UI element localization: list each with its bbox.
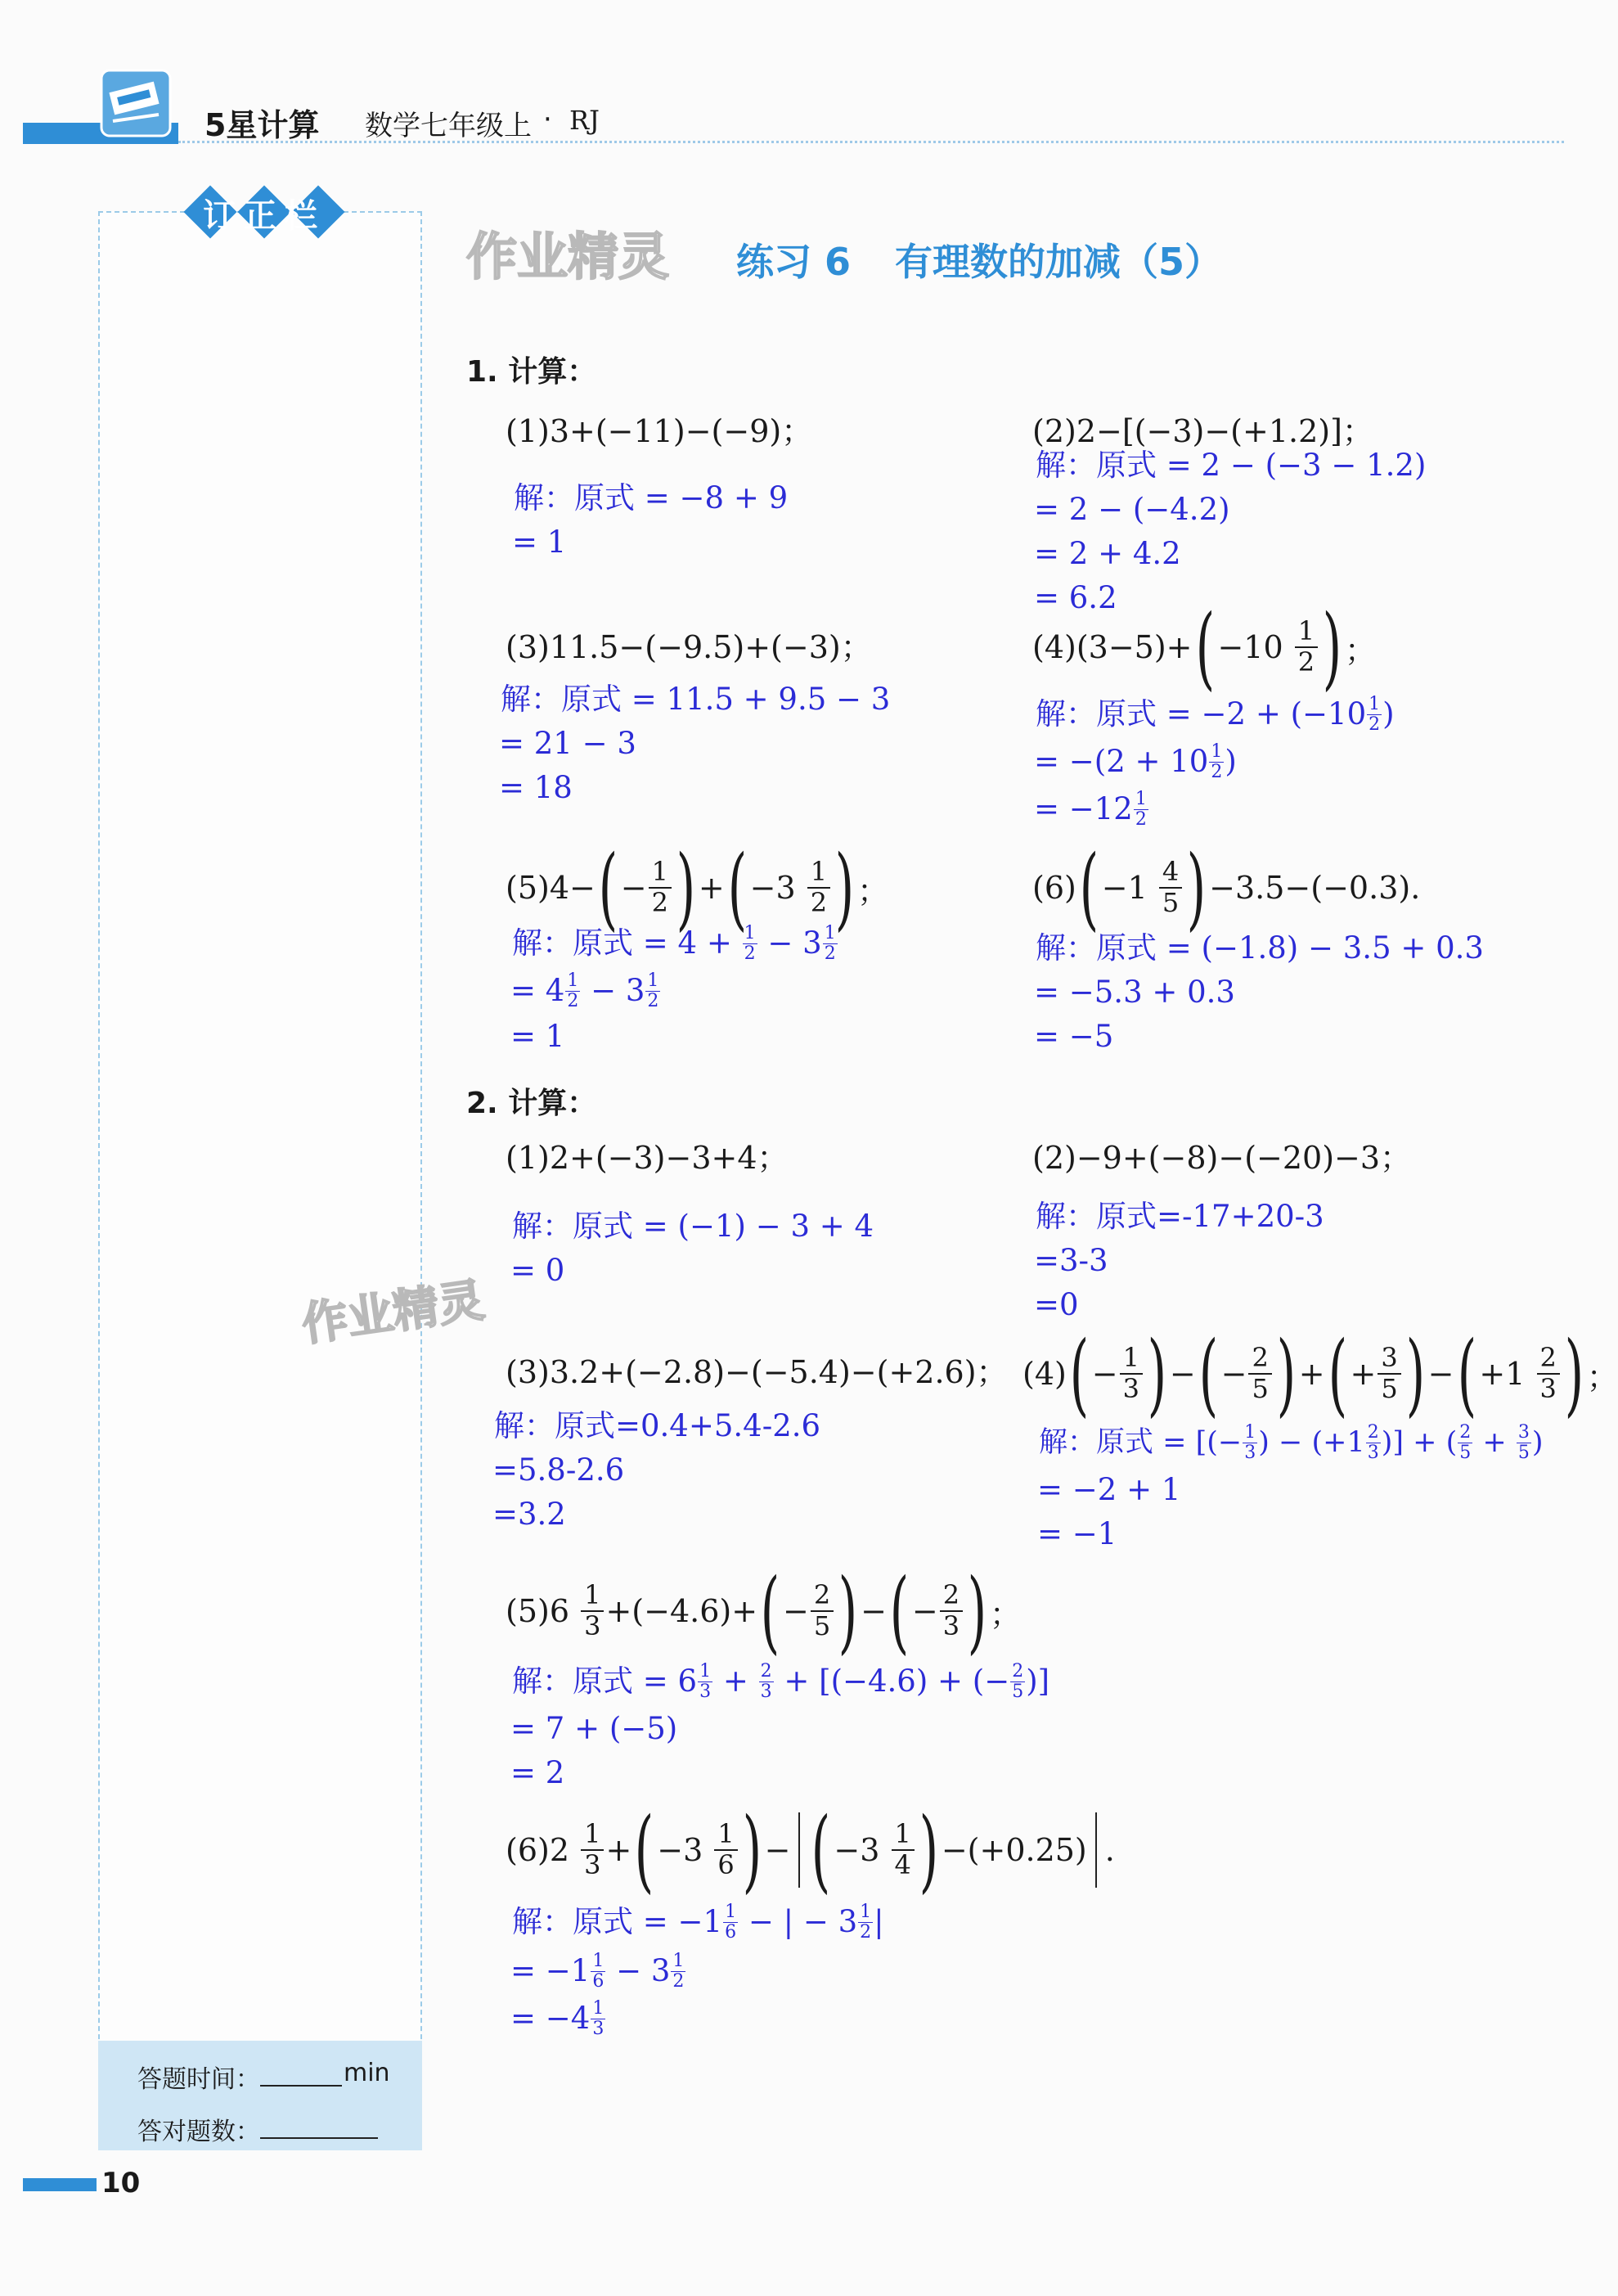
solution-1-4-line-2: = −(2 + 10 1 2 ) bbox=[1034, 741, 1237, 782]
answer-time-unit: min bbox=[344, 2059, 390, 2087]
solution-1-3-line-2: = 21 − 3 bbox=[499, 726, 636, 761]
sidebar-title-badge bbox=[191, 187, 337, 237]
answer-count-blank[interactable] bbox=[260, 2137, 378, 2139]
problem-2-4: (4) ( − $\frac{1}{3}$ ) − ( − $\frac{2}{5}$ ) + ( + $\frac{3}{5}$ ) − ( +1 $\frac{2}{3}$ ) ； bbox=[1022, 1321, 1618, 1426]
problem-1-2: (2)2−[(−3)−(+1.2)]； bbox=[1032, 413, 1373, 449]
solution-2-4-line-3: = −1 bbox=[1037, 1516, 1117, 1551]
section-2-label: 2. 计算： bbox=[466, 1087, 597, 1120]
solution-1-5-line-2: = 4 1 2 − 3 1 2 bbox=[510, 970, 659, 1011]
solution-1-5-line-3: = 1 bbox=[510, 1019, 565, 1054]
solution-2-4-line-2: = −2 + 1 bbox=[1037, 1472, 1181, 1507]
solution-1-2-line-3: = 2 + 4.2 bbox=[1034, 536, 1181, 571]
problem-1-5: (5)4− ( − $\frac{1}{2}$ ) + ( −3 $\frac{1}{2}$ ) ； bbox=[506, 835, 889, 940]
problem-2-1: (1)2+(−3)−3+4； bbox=[506, 1140, 789, 1176]
footer-bar bbox=[23, 2178, 97, 2191]
solution-2-6-line-1: 解：原式 = −1 1 6 − | − 3 1 2 | bbox=[512, 1902, 884, 1943]
correction-sidebar bbox=[98, 211, 422, 2145]
problem-1-4: (4)(3−5)+ ( −10 $\frac{1}{2}$ ) ； bbox=[1032, 595, 1377, 700]
header-dot: · bbox=[543, 103, 552, 136]
solution-2-3-line-2: =5.8-2.6 bbox=[492, 1452, 625, 1488]
solution-1-6-line-3: = −5 bbox=[1034, 1019, 1114, 1054]
solution-2-4-line-1: 解：原式 = [(− $\frac{1}{3}$ ) − (+1 2 3 )] + ( 2 5 + 3 5 ) bbox=[1039, 1422, 1544, 1463]
answer-count-label: 答对题数： bbox=[137, 2118, 260, 2146]
solution-2-2-line-2: =3-3 bbox=[1034, 1243, 1108, 1278]
solution-1-2-line-2: = 2 − (−4.2) bbox=[1034, 492, 1230, 527]
solution-1-3-line-3: = 18 bbox=[499, 770, 573, 805]
problem-1-6: (6) ( −1 $\frac{4}{5}$ ) −3.5−(−0.3). bbox=[1032, 835, 1421, 940]
solution-2-1-line-2: = 0 bbox=[510, 1253, 565, 1288]
problem-1-3: (3)11.5−(−9.5)+(−3)； bbox=[506, 629, 872, 665]
page-number: 10 bbox=[101, 2167, 141, 2199]
header-brand: 5星计算 bbox=[204, 107, 320, 143]
header-edition: RJ bbox=[569, 105, 600, 136]
solution-2-5-line-3: = 2 bbox=[510, 1755, 565, 1790]
solution-2-2-line-1: 解：原式 =-17+20-3 bbox=[1036, 1199, 1324, 1234]
problem-2-5: (5)6 $\frac{1}{3}$ +(−4.6)+ ( − $\frac{2}{5}$ ) − ( − $\frac{2}{3}$ ) ； bbox=[506, 1559, 1022, 1663]
solution-1-5-line-1: 解：原式 = 4 + $\frac{1}{2}$ − 3 1 2 bbox=[512, 923, 836, 964]
solution-2-5-line-1: 解：原式 = 6 1 3 + 2 3 + [(−4.6) + (− $\frac{2}{5}$ )] bbox=[512, 1661, 1050, 1702]
solution-2-2-line-3: =0 bbox=[1034, 1287, 1079, 1322]
solution-2-6-line-2: = −1 1 6 − 3 1 2 bbox=[510, 1951, 685, 1992]
lesson-topic: 有理数的加减（5） bbox=[895, 240, 1223, 284]
problem-1-1: (1)3+(−11)−(−9)； bbox=[506, 413, 813, 449]
solution-1-4-line-3: = −12 1 2 bbox=[1034, 789, 1147, 830]
solution-1-1-line-2: = 1 bbox=[512, 524, 567, 560]
solution-1-2-line-1: 解：原式 = 2 − (−3 − 1.2) bbox=[1036, 448, 1427, 483]
answer-time-label: 答题时间： bbox=[137, 2065, 260, 2094]
solution-2-1-line-1: 解：原式 = (−1) − 3 + 4 bbox=[512, 1209, 874, 1244]
solution-2-6-line-3: = −4 1 3 bbox=[510, 1998, 605, 2039]
solution-1-6-line-1: 解：原式 = (−1.8) − 3.5 + 0.3 bbox=[1036, 930, 1484, 966]
solution-2-3-line-1: 解：原式 =0.4+5.4-2.6 bbox=[494, 1408, 821, 1443]
watermark-top: 作业精灵 bbox=[466, 227, 670, 286]
solution-1-3-line-1: 解：原式 = 11.5 + 9.5 − 3 bbox=[501, 682, 891, 717]
solution-1-4-line-1: 解：原式 = −2 + (−10 1 2 ) bbox=[1036, 694, 1395, 735]
problem-2-6: (6)2 $\frac{1}{3}$ + ( −3 $\frac{1}{6}$ ) − ( −3 $\frac{1}{4}$ ) −(+0.25) . bbox=[506, 1798, 1115, 1902]
sidebar-title: 订正栏 bbox=[203, 197, 326, 235]
section-1-label: 1. 计算： bbox=[466, 355, 597, 389]
answer-time-blank[interactable] bbox=[260, 2085, 342, 2087]
solution-1-2-line-4: = 6.2 bbox=[1034, 580, 1117, 615]
solution-2-5-line-2: = 7 + (−5) bbox=[510, 1711, 678, 1746]
solution-1-6-line-2: = −5.3 + 0.3 bbox=[1034, 975, 1235, 1010]
problem-2-2: (2)−9+(−8)−(−20)−3； bbox=[1032, 1140, 1412, 1176]
problem-2-3: (3)3.2+(−2.8)−(−5.4)−(+2.6)； bbox=[506, 1354, 1008, 1390]
header-subject: 数学七年级上 bbox=[365, 110, 532, 142]
solution-1-1-line-1: 解：原式 = −8 + 9 bbox=[514, 480, 789, 515]
book-logo-icon bbox=[97, 67, 175, 141]
watermark-middle: 作业精灵 bbox=[299, 1273, 488, 1353]
solution-2-3-line-3: =3.2 bbox=[492, 1497, 566, 1532]
lesson-number: 练习 6 bbox=[736, 240, 852, 284]
